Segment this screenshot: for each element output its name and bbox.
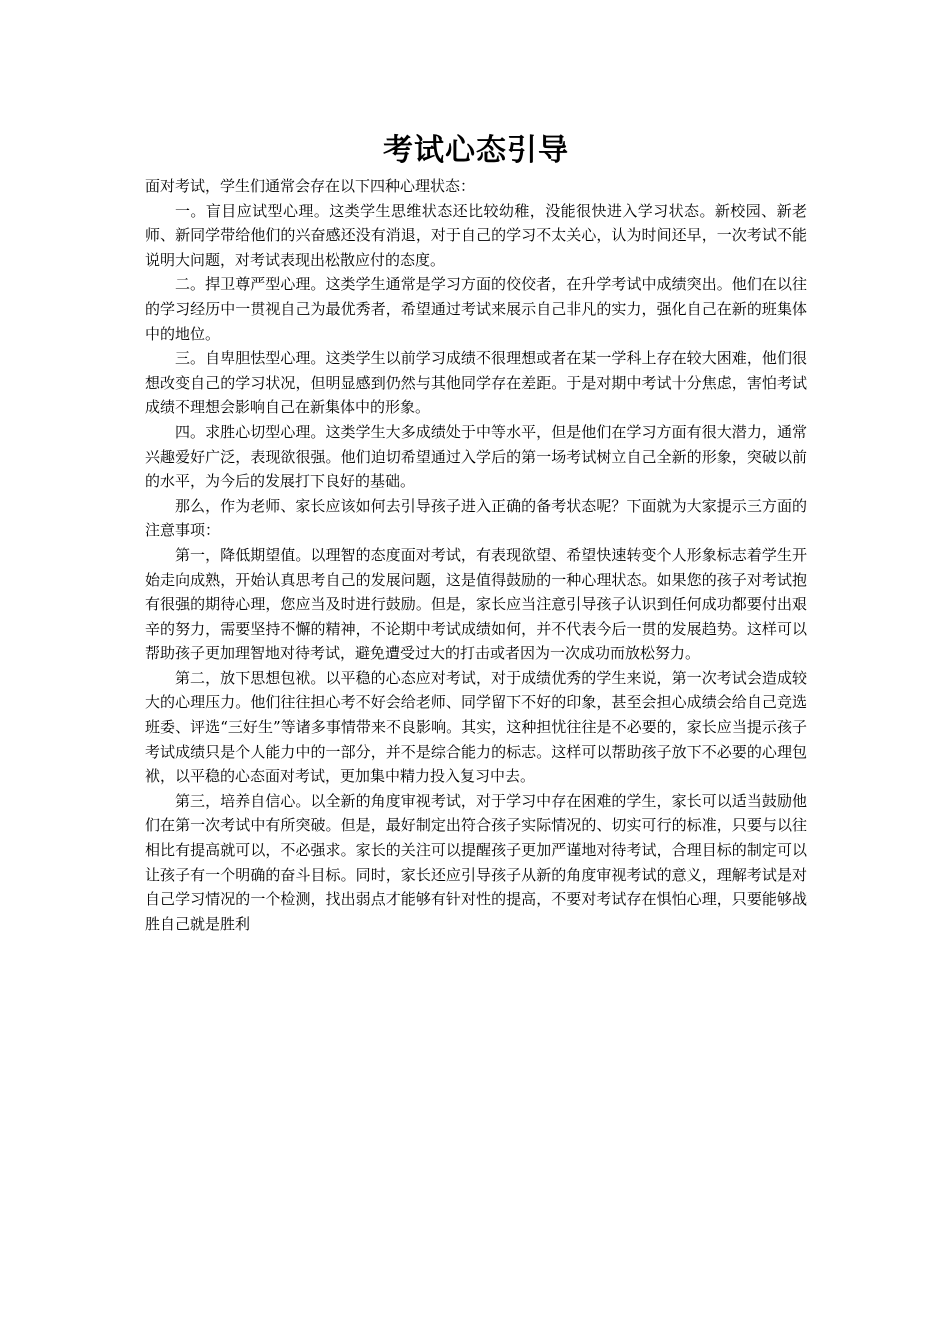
paragraph-eager-to-win-mindset: 四。求胜心切型心理。这类学生大多成绩处于中等水平，但是他们在学习方面有很大潜力，通常兴趣爱好广泛，表现欲很强。他们迫切希望通过入学后的第一场考试树立自己全新的形象，突破以前的水平，为今后的发展打下良好的基础。	[145, 422, 807, 491]
paragraph-release-burden: 第二，放下思想包袱。以平稳的心态应对考试，对于成绩优秀的学生来说，第一次考试会造成较大的心理压力。他们往往担心考不好会给老师、同学留下不好的印象，甚至会担心成绩会给自己竞选班委、评选“三好生”等诸多事情带来不良影响。其实，这种担忧往往是不必要的，家长应当提示孩子考试成绩只是个人能力中的一部分，并不是综合能力的标志。这样可以帮助孩子放下不必要的心理包袱，以平稳的心态面对考试，更加集中精力投入复习中去。	[145, 668, 807, 786]
document-page	[145, 128, 807, 936]
paragraph-lower-expectations: 第一，降低期望值。以理智的态度面对考试，有表现欲望、希望快速转变个人形象标志着学生开始走向成熟，开始认真思考自己的发展问题，这是值得鼓励的一种心理状态。如果您的孩子对考试抱有很强的期待心理，您应当及时进行鼓励。但是，家长应当注意引导孩子认识到任何成功都要付出艰辛的努力，需要坚持不懈的精神，不论期中考试成绩如何，并不代表今后一贯的发展趋势。这样可以帮助孩子更加理智地对待考试，避免遭受过大的打击或者因为一次成功而放松努力。	[145, 545, 807, 663]
paragraph-transition: 那么，作为老师、家长应该如何去引导孩子进入正确的备考状态呢？下面就为大家提示三方面的注意事项：	[145, 496, 807, 540]
paragraph-build-confidence: 第三，培养自信心。以全新的角度审视考试，对于学习中存在困难的学生，家长可以适当鼓励他们在第一次考试中有所突破。但是，最好制定出符合孩子实际情况的、切实可行的标准，只要与以往相比有提高就可以，不必强求。家长的关注可以提醒孩子更加严谨地对待考试，合理目标的制定可以让孩子有一个明确的奋斗目标。同时，家长还应引导孩子从新的角度审视考试的意义，理解考试是对自己学习情况的一个检测，找出弱点才能够有针对性的提高，不要对考试存在惧怕心理，只要能够战胜自己就是胜利	[145, 791, 807, 933]
paragraph-defend-dignity-mindset: 二。捍卫尊严型心理。这类学生通常是学习方面的佼佼者，在升学考试中成绩突出。他们在以往的学习经历中一贯视自己为最优秀者，希望通过考试来展示自己非凡的实力，强化自己在新的班集体中的地位。	[145, 275, 807, 343]
paragraph-timid-mindset: 三。自卑胆怯型心理。这类学生以前学习成绩不很理想或者在某一学科上存在较大困难，他们很想改变自己的学习状况，但明显感到仍然与其他同学存在差距。于是对期中考试十分焦虑，害怕考试成绩不理想会影响自己在新集体中的形象。	[145, 349, 807, 417]
paragraph-blind-exam-mindset: 一。盲目应试型心理。这类学生思维状态还比较幼稚，没能很快进入学习状态。新校园、新老师、新同学带给他们的兴奋感还没有消退，对于自己的学习不太关心，认为时间还早，一次考试不能说明大问题，对考试表现出松散应付的态度。	[145, 201, 807, 269]
document-title: 考试心态引导	[383, 133, 569, 168]
intro-paragraph: 面对考试，学生们通常会存在以下四种心理状态：	[145, 177, 476, 195]
